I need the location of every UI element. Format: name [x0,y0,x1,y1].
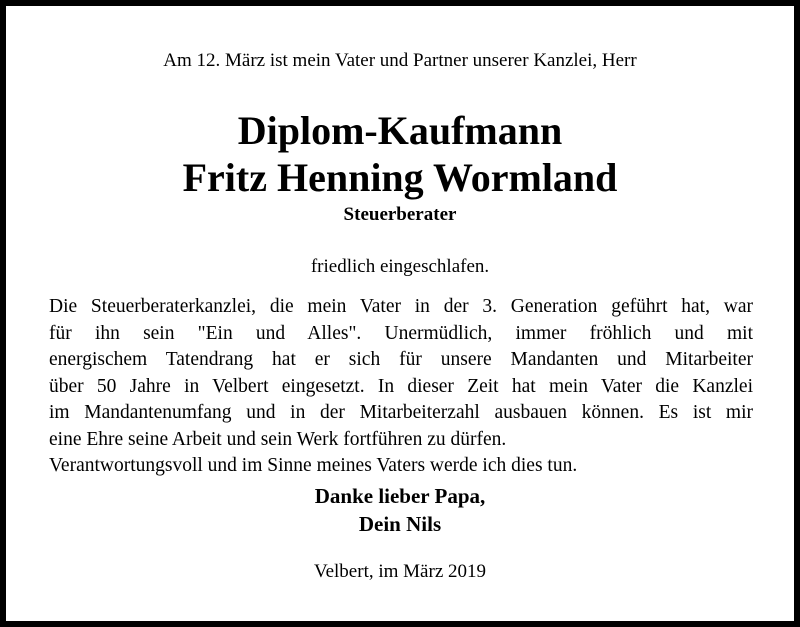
tribute-line: über 50 Jahre in Velbert eingesetzt. In dieser Zeit hat mein Vater die Kanzlei [49,375,753,397]
tribute-line: eine Ehre seine Arbeit und sein Werk fortführen zu dürfen. [49,428,507,450]
signoff-greeting: Danke lieber Papa, [314,484,486,508]
signoff-signature: Dein Nils [358,512,442,536]
signoff [0,482,800,538]
academic-title: Diplom-Kaufmann [237,108,563,153]
tribute-line: im Mandantenumfang und in der Mitarbeiterzahl ausbauen können. Es ist mir [49,402,753,423]
profession-label: Steuerberater [343,204,457,225]
deceased-name-heading [0,107,800,201]
tribute-line: Verantwortungsvoll und im Sinne meines Vaters werde ich dies tun. [49,455,578,476]
tribute-line: energischem Tatendrang hat er sich für unsere Mandanten und Mitarbeiter [49,349,753,370]
intro-text: Am 12. März ist mein Vater und Partner unserer Kanzlei, Herr [163,50,637,71]
tribute-line: für ihn sein "Ein und Alles". Unermüdlich, immer fröhlich und mit [49,322,753,344]
place-and-date: Velbert, im März 2019 [313,561,486,582]
passing-phrase: friedlich eingeschlafen. [310,256,490,277]
tribute-line: Die Steuerberaterkanzlei, die mein Vater in der 3. Generation geführt hat, war [49,296,753,317]
tribute-paragraph [49,294,753,480]
deceased-name: Fritz Henning Wormland [182,155,618,200]
